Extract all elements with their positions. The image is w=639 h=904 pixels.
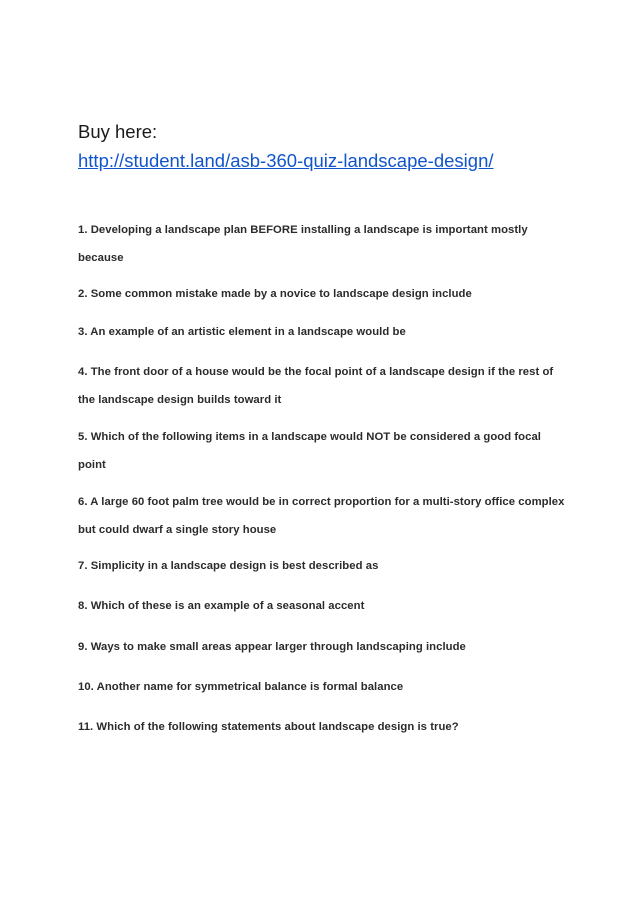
question-10: 10. Another name for symmetrical balance is formal balance	[78, 681, 404, 693]
purchase-link[interactable]: http://student.land/asb-360-quiz-landscape-design/	[78, 150, 494, 171]
question-8: 8. Which of these is an example of a seasonal accent	[78, 600, 365, 612]
question-7: 7. Simplicity in a landscape design is best described as	[78, 560, 379, 572]
question-11: 11. Which of the following statements about landscape design is true?	[78, 721, 459, 733]
question-5: 5. Which of the following items in a landscape would NOT be considered a good focal point	[78, 431, 541, 471]
buy-here-heading: Buy here:	[78, 121, 158, 142]
question-3: 3. An example of an artistic element in a landscape would be	[78, 326, 406, 338]
question-1: 1. Developing a landscape plan BEFORE installing a landscape is important mostly because	[78, 224, 528, 264]
question-6: 6. A large 60 foot palm tree would be in correct proportion for a multi-story office complex but could dwarf a single story house	[78, 496, 565, 536]
question-4: 4. The front door of a house would be the focal point of a landscape design if the rest of the landscape design builds toward it	[78, 366, 554, 406]
question-9: 9. Ways to make small areas appear larger through landscaping include	[78, 641, 466, 653]
question-2: 2. Some common mistake made by a novice to landscape design include	[78, 288, 472, 300]
